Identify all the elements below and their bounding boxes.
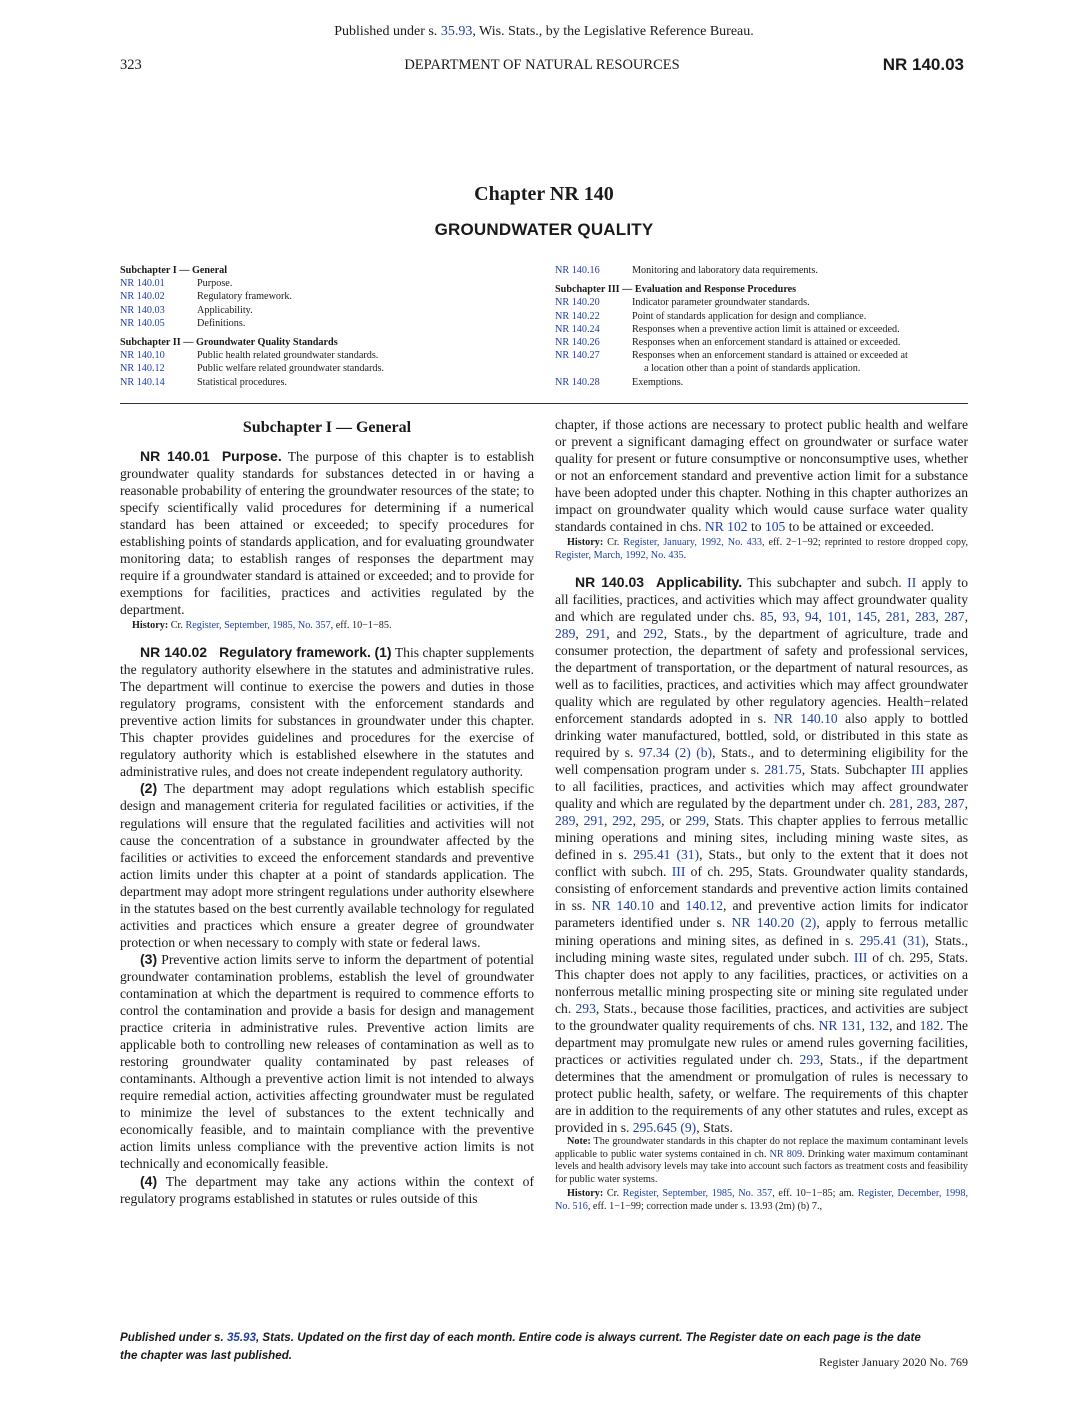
section-nr-140-03 [555, 574, 968, 1137]
toc-section-link[interactable]: NR 140.28 [555, 376, 600, 388]
page-header [120, 57, 964, 77]
toc-entry [120, 362, 540, 375]
table-of-contents-right [555, 264, 975, 389]
toc-section-title: Applicability. [197, 304, 253, 316]
toc-section-title: Purpose. [197, 278, 233, 290]
toc-section-title: Statistical procedures. [197, 376, 287, 388]
statute-link[interactable]: II [907, 574, 917, 590]
register-link[interactable]: Register, January, 1992, No. 433 [623, 537, 762, 549]
section-text-segment: , and preventive action limits for indicator parameters identified under s. [555, 898, 968, 931]
subsection-text: The department may adopt regulations which establish specific design and management criteria for regulated facilities or activities, if the regulations will ensure that the regulated facilities and activities will not cause the concentration of a substance in groundwater affected by the facilities or activities to exceed the enforcement standards and preventive action limits under this chapter at a point of standards application. The department may adopt more stringent regulations under authority elsewhere in the statutes based on the best currently available technology for regulated activities and practices which ensure a greater degree of groundwater protection or when necessary to comply with state or federal laws. [120, 781, 535, 950]
section-text [555, 575, 968, 1136]
section-text-segment: applies to all facilities, practices, and activities which may affect groundwater quality and which are regulated by the department under ch. [555, 762, 968, 812]
subsection-text: chapter, if those actions are necessary to protect public health and welfare or prevent a significant damaging effect on groundwater or surface water quality for present or future consumptive or nonconsumptive uses, whether or not an enforcement standard and preventive action limit for a substance have been adopted under this chapter. Nothing in this chapter authorizes an impact on groundwater quality which would cause surface water quality standards contained in chs. [555, 417, 968, 535]
history-label: History: [132, 620, 169, 632]
toc-section-title: Public welfare related groundwater standards. [197, 363, 384, 375]
toc-section-link[interactable]: NR 140.05 [120, 317, 165, 329]
statute-link[interactable]: 94 [804, 608, 819, 624]
toc-section-title: Definitions. [197, 317, 246, 329]
toc-entry [120, 290, 540, 303]
toc-section-title: Responses when an enforcement standard is attained or exceeded. [632, 337, 901, 349]
section-text-segment: . The department may promulgate new rules or amend rules governing facilities, practices or activities regulated under ch. [555, 1017, 969, 1067]
table-of-contents-left [120, 264, 540, 389]
statute-link[interactable]: 281 [889, 796, 910, 812]
section-text-segment: , Stats., by the department of agriculture, trade and consumer protection, the department of safety and professional services, the department of transportation, or the department of natural resources, as well as to facilities, practices, and activities which may affect groundwater quality which are regulated by other regulatory agencies. Health−related enforcement standards adopted in s. [555, 625, 968, 726]
toc-section-link[interactable]: NR 140.10 [120, 350, 165, 362]
statute-link[interactable]: 295.645 (9) [632, 1120, 697, 1136]
statute-link[interactable]: 93 [782, 608, 797, 624]
statute-link[interactable]: 291 [585, 625, 607, 641]
subsection-number: (3) [140, 950, 158, 967]
toc-entry [120, 317, 540, 330]
section-text-segment: also apply to bottled drinking water manufactured, bottled, sold, or distributed in this state as required by s. [555, 710, 969, 760]
text-column-left [120, 416, 534, 1207]
toc-section-title: Regulatory framework. [197, 291, 293, 303]
toc-section-link[interactable]: NR 140.16 [555, 265, 600, 276]
section-title: Purpose. [221, 448, 282, 464]
section-text-segment: , or [661, 813, 686, 829]
toc-entry [555, 323, 975, 336]
toc-section-link[interactable]: NR 140.27 [555, 350, 600, 362]
section-text-segment: , Stats., but only to the extent that it does not conflict with subch. [555, 847, 968, 880]
statute-link[interactable]: NR 140.10 [773, 710, 838, 726]
publication-line-text: Published under s. [334, 24, 441, 39]
toc-entry [555, 336, 975, 349]
footer-text: Published under s. [120, 1331, 227, 1344]
register-date: Register January 2020 No. 769 [819, 1355, 968, 1369]
subsection-text: This chapter supplements the regulatory authority elsewhere in the statutes and administrative rules. The department will continue to exercise the powers and duties in those regulatory programs, consistent with the enforcement standards and preventive action limits for substances in groundwater under this chapter. This chapter provides guidelines and procedures for the exercise of regulatory authority which is established elsewhere in the statutes and administrative rules, and does not create independent regulatory authority. [120, 645, 535, 780]
toc-entry [120, 376, 540, 389]
history-note [120, 620, 534, 633]
toc-section-title: Public health related groundwater standards. [197, 350, 379, 362]
subsection-text-mid: to [747, 519, 765, 535]
statute-link[interactable]: 283 [914, 608, 936, 624]
statute-link[interactable]: 287 [944, 608, 965, 624]
toc-section-title: Monitoring and laboratory data requirements. [632, 265, 818, 276]
editorial-note [555, 1136, 968, 1186]
section-text-segment: , and [606, 625, 644, 641]
section-text-segment: , [906, 608, 915, 624]
section-text-segment: , Stats., including mining waste sites, regulated under subch. [555, 932, 968, 965]
subsection-4-continued [555, 416, 968, 535]
statute-link[interactable]: 283 [916, 796, 938, 812]
register-link[interactable]: Register, December, 1998, No. 516 [555, 1188, 969, 1213]
statute-link[interactable]: 292 [643, 625, 664, 641]
statute-link[interactable]: III [910, 762, 925, 778]
subsection-4 [120, 1173, 534, 1207]
section-text-segment: , [937, 796, 945, 812]
section-text-segment: , Stats., if the department determines that the amendment or promulgation of rules is necessary to protect public health, safety, or welfare. The requirements of this chapter are in addition to the requirements of any other statutes and rules, except as provided in s. [555, 1051, 968, 1136]
toc-section-link[interactable]: NR 140.20 [555, 297, 600, 309]
toc-entry [120, 349, 540, 362]
toc-section-link[interactable]: NR 140.02 [120, 291, 165, 303]
section-text-segment: , [603, 813, 613, 829]
footer-text-end: , Stats. Updated on the first day of each month. Entire code is always current. The Register date on each page is the date the chapter was last published. [120, 1331, 921, 1362]
statute-link[interactable]: 132 [868, 1017, 890, 1033]
section-text-segment: , [964, 796, 969, 812]
section-text-segment: of ch. 295, Stats. This chapter does not apply to any facilities, practices, or activities on a nonferrous metallic mining prospecting site or mining site regulated under ch. [555, 949, 968, 1016]
section-nr-140-02 [120, 644, 534, 780]
section-text-segment: This subchapter and subch. [747, 574, 908, 590]
toc-section-link[interactable]: NR 140.01 [120, 278, 165, 290]
statute-link[interactable]: 97.34 (2) (b) [638, 744, 713, 760]
toc-subchapter-heading: Subchapter I — General [120, 265, 228, 276]
statute-link[interactable]: NR 131 [818, 1017, 862, 1033]
section-text-segment: , Stats. This chapter applies to ferrous metallic mining operations and mining sites, including mining waste sites, as defined in s. [555, 813, 968, 863]
toc-section-link[interactable]: NR 140.03 [120, 304, 165, 316]
statute-link[interactable]: NR 102 [704, 519, 748, 535]
section-title: Applicability. [656, 573, 743, 590]
section-text-segment: , [847, 608, 857, 624]
history-text-end: , eff. 1−1−99; correction made under s. 13.93 (2m) (b) 7., [587, 1201, 823, 1213]
subsection-3 [120, 951, 534, 1173]
page-number: 323 [120, 57, 142, 73]
toc-section-link[interactable]: NR 140.24 [555, 323, 600, 335]
divider-rule [120, 403, 968, 404]
toc-section-link[interactable]: NR 140.22 [555, 310, 600, 322]
toc-entry [555, 310, 975, 323]
statute-link[interactable]: 145 [856, 608, 877, 624]
toc-section-title: Point of standards application for design and compliance. [632, 310, 867, 322]
statute-link[interactable]: 293 [575, 1000, 596, 1016]
toc-section-link [555, 362, 632, 375]
publication-line-text-end: , Wis. Stats., by the Legislative Reference Bureau. [472, 24, 754, 39]
statute-link[interactable]: 35.93 [226, 1331, 256, 1344]
section-text-segment: of ch. 295, Stats. Groundwater quality standards, consisting of enforcement standards and preventive action limits contained in ss. [555, 864, 968, 914]
statute-link[interactable]: III [671, 864, 686, 880]
toc-subchapter-heading: Subchapter II — Groundwater Quality Standards [120, 337, 338, 349]
section-text-segment: , apply to ferrous metallic mining operations and mining sites, as defined in s. [555, 915, 969, 948]
section-text-segment: , [818, 608, 828, 624]
statute-link[interactable]: 281 [885, 608, 907, 624]
toc-section-link[interactable]: NR 140.14 [120, 376, 165, 388]
history-label: History: [567, 537, 604, 549]
toc-entry [555, 296, 975, 309]
chapter-title: Chapter NR 140 [474, 183, 614, 205]
subsection-text: Preventive action limits serve to inform the department of potential groundwater contamination problems, establish the level of groundwater contamination at which the department is required to commence efforts to control the contamination and provide a basis for design and management practice criteria in administrative rules. Preventive action limits are applicable both to controlling new releases of contamination as well as to restoring groundwater quality contaminated by past releases of contaminants. Although a preventive action limit is not intended to always require remedial action, activities affecting groundwater must be regulated to minimize the level of substances to the extent technically and economically feasible, and to maintain compliance with the preventive action limits unless compliance with the preventive action limits is not technically and economically feasible. [120, 951, 534, 1172]
history-note [555, 1188, 968, 1213]
statute-link[interactable]: 295.41 (31) [859, 932, 926, 948]
toc-entry [555, 264, 975, 277]
toc-entry [555, 362, 975, 375]
register-link[interactable]: Register, September, 1985, No. 357 [622, 1188, 773, 1200]
note-text-end: . Drinking water maximum contaminant levels and health advisory levels may take into account such factors as treatment costs and feasibility for public water systems. [555, 1148, 969, 1185]
section-text-segment: , [909, 796, 917, 812]
statute-link[interactable]: 105 [764, 519, 786, 535]
toc-entry [555, 349, 975, 362]
history-note [555, 537, 968, 562]
subsection-number: (4) [140, 1172, 158, 1189]
statute-link[interactable]: III [853, 949, 868, 965]
subsection-number: (1) [374, 644, 392, 661]
history-text: Cr. [170, 620, 186, 632]
section-text-segment: apply to all facilities, practices, and activities which may affect groundwater quality and which are regulated under chs. [555, 574, 969, 624]
history-text: Cr. [606, 1188, 623, 1200]
toc-section-title: a location other than a point of standards application. [644, 363, 861, 375]
history-text-mid: , eff. 10−1−85; am. [772, 1188, 858, 1200]
section-text-segment: , Stats., and to determining eligibility for the well compensation program under s. [555, 744, 968, 778]
publication-line [0, 24, 1088, 40]
section-nr-140-01 [120, 448, 534, 618]
section-text-segment: , [876, 608, 886, 624]
section-text: The purpose of this chapter is to establish groundwater quality standards for substances detected in or having a reasonable probability of entering the groundwater resources of the state; to specify scientifically valid procedures for determining if a numerical standard has been attained or exceeded; to specify procedures for establishing points of standards application, and for evaluating groundwater monitoring data; to establish ranges of responses the department may require if a groundwater standard is attained or exceeded; and to provide for exemptions for facilities, practices and activities regulated by the department. [120, 449, 534, 618]
text-column-right [555, 416, 968, 1216]
toc-section-title: Indicator parameter groundwater standards. [632, 297, 810, 309]
statute-link[interactable]: 299 [685, 813, 706, 829]
statute-link[interactable]: NR 809 [769, 1148, 803, 1160]
section-text-segment: , [964, 608, 968, 624]
section-text-segment: , [575, 813, 584, 829]
subsection-2 [120, 780, 534, 950]
history-label: History: [567, 1188, 604, 1200]
toc-section-title: Exemptions. [632, 376, 684, 388]
history-text-end: . [683, 549, 687, 561]
statute-link[interactable]: 293 [799, 1051, 820, 1067]
toc-subchapter-heading: Subchapter III — Evaluation and Response Procedures [555, 284, 797, 296]
section-text-segment: , and [889, 1017, 920, 1033]
section-text-segment: , [575, 625, 586, 641]
statute-link[interactable]: 182 [919, 1017, 940, 1033]
statute-link[interactable]: 101 [827, 608, 848, 624]
section-text-segment: , Stats., because those facilities, practices, and activities are subject to the groundwater quality requirements of chs. [555, 1000, 968, 1033]
section-text-segment: , [935, 608, 945, 624]
section-title: Regulatory framework. [219, 644, 371, 661]
history-text-mid: , eff. 2−1−92; reprinted to restore dropped copy, [761, 537, 968, 549]
subchapter-heading: Subchapter I — General [242, 419, 412, 436]
statute-link[interactable]: 287 [944, 796, 965, 812]
toc-section-title: Responses when an enforcement standard is attained or exceeded at [632, 350, 908, 362]
subsection-number: (2) [140, 780, 158, 797]
toc-section-link[interactable]: NR 140.26 [555, 337, 600, 349]
history-text: Cr. [607, 537, 624, 549]
toc-entry [555, 376, 975, 389]
statute-link[interactable]: 289 [555, 813, 576, 829]
statute-link[interactable]: 140.12 [685, 898, 724, 914]
statute-link[interactable]: 289 [555, 625, 576, 641]
register-link[interactable]: Register, September, 1985, No. 357 [185, 620, 331, 632]
section-number: NR 140.03 [575, 573, 645, 590]
subsection-text: The department may take any actions within the context of regulatory programs established in statutes or rules outside of this [120, 1173, 534, 1206]
history-text-end: , eff. 10−1−85. [330, 620, 392, 632]
toc-entry [120, 304, 540, 317]
statute-link[interactable]: 291 [583, 813, 604, 829]
statute-link[interactable]: NR 140.20 (2) [731, 915, 817, 931]
department-name: DEPARTMENT OF NATURAL RESOURCES [404, 57, 680, 73]
statute-link[interactable]: 281.75 [764, 762, 802, 778]
section-text-segment: , Stats. [696, 1120, 733, 1136]
section-text-segment: , Stats. Subchapter [801, 762, 911, 778]
statute-link[interactable]: 295.41 (31) [633, 847, 700, 863]
section-text-segment: , [773, 608, 783, 624]
section-text-segment: , [861, 1017, 869, 1033]
statute-link[interactable]: NR 140.10 [591, 898, 654, 914]
note-label: Note: [567, 1136, 591, 1148]
toc-section-title: Responses when a preventive action limit is attained or exceeded. [632, 323, 900, 335]
statute-link[interactable]: 292 [612, 813, 633, 829]
register-link[interactable]: Register, March, 1992, No. 435 [555, 549, 684, 561]
section-text-segment: , [796, 608, 805, 624]
section-text-segment: and [653, 898, 686, 914]
statute-link[interactable]: 85 [760, 608, 774, 624]
statute-link[interactable]: 35.93 [440, 24, 473, 39]
section-text-segment: , [632, 813, 641, 829]
toc-section-link[interactable]: NR 140.12 [120, 363, 165, 375]
subsection-text-end: to be attained or exceeded. [785, 519, 935, 535]
statute-link[interactable]: 295 [640, 813, 662, 829]
section-number: NR 140.02 [140, 644, 208, 661]
note-text: The groundwater standards in this chapter do not replace the maximum contaminant levels applicable to public water systems contained in ch. [555, 1136, 968, 1160]
toc-entry [120, 277, 540, 290]
section-number: NR 140.01 [140, 448, 210, 464]
chapter-subtitle: GROUNDWATER QUALITY [434, 220, 654, 239]
footer-publication-notice [120, 1329, 940, 1365]
running-section-tag: NR 140.03 [882, 55, 964, 74]
